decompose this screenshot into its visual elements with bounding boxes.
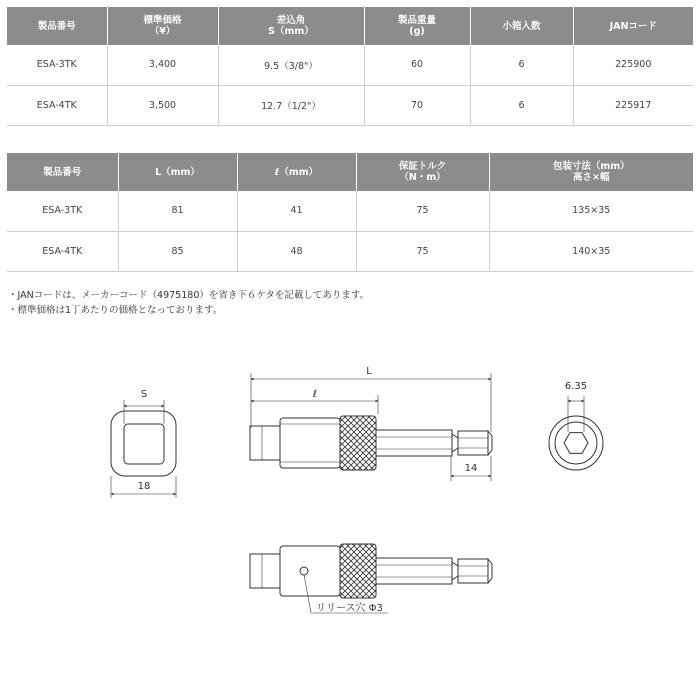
cell-length-l: 41 xyxy=(237,191,356,231)
end-outer-circle xyxy=(549,416,603,470)
table-row xyxy=(7,85,693,125)
cell-weight: 70 xyxy=(364,85,470,125)
square-drive-side-2 xyxy=(250,554,280,588)
cell-torque: 75 xyxy=(356,231,489,271)
side-view-drawing xyxy=(250,373,492,481)
header-text: 製品番号 xyxy=(37,20,76,32)
spec-table-dimensions xyxy=(7,153,693,272)
cell-price: 3,400 xyxy=(107,45,218,85)
label-L: L xyxy=(366,366,372,377)
notes xyxy=(8,288,369,318)
cell-weight: 60 xyxy=(364,45,470,85)
label-18: 18 xyxy=(137,481,151,492)
header-subtext: 高さ×幅 xyxy=(573,172,610,183)
header-text: 製品重量 xyxy=(397,15,436,26)
cell-length-l: 48 xyxy=(237,231,356,271)
square-drive-side xyxy=(250,426,280,460)
header-text: L（mm） xyxy=(155,166,200,178)
label-s: S xyxy=(140,389,148,400)
hex-bit-end xyxy=(458,431,488,455)
table-header-row xyxy=(7,153,693,191)
technical-drawings xyxy=(0,350,700,630)
header-jan-code xyxy=(573,7,693,45)
header-weight xyxy=(364,7,470,45)
cell-torque: 75 xyxy=(356,191,489,231)
header-text: JANコード xyxy=(609,20,657,32)
header-text: 小箱入数 xyxy=(502,20,541,32)
table-header-row xyxy=(7,7,693,45)
header-drive-size xyxy=(218,7,364,45)
header-subtext: （N・m） xyxy=(399,172,446,183)
label-release-hole: リリース穴 Φ3 xyxy=(316,603,383,614)
header-text: 包装寸法（mm） xyxy=(552,161,630,172)
header-subtext: S（mm） xyxy=(268,26,314,37)
header-guaranteed-torque xyxy=(356,153,489,191)
header-standard-price xyxy=(107,7,218,45)
header-text: ℓ（mm） xyxy=(274,166,319,178)
note-jan-code: ・JANコードは、メーカーコード（4975180）を省き下６ケタを記載してあります。 xyxy=(8,290,370,301)
cell-package-size: 135×35 xyxy=(489,191,693,231)
cell-package-size: 140×35 xyxy=(489,231,693,271)
hex-bit-end-2 xyxy=(458,559,488,583)
cell-length-L: 85 xyxy=(118,231,237,271)
socket-outer-outline xyxy=(111,411,176,476)
cell-jan-code: 225900 xyxy=(573,45,693,85)
cell-product-number: ESA-4TK xyxy=(7,231,118,271)
table-row xyxy=(7,231,693,271)
square-drive-outline xyxy=(124,424,164,464)
spec-table-price xyxy=(7,7,693,126)
header-subtext: (g) xyxy=(409,26,425,37)
knurled-sleeve-2 xyxy=(340,544,376,598)
cell-product-number: ESA-4TK xyxy=(7,85,107,125)
header-text: 保証トルク xyxy=(398,161,447,172)
cell-box-quantity: 6 xyxy=(470,85,573,125)
cell-length-L: 81 xyxy=(118,191,237,231)
label-l: ℓ xyxy=(312,389,318,400)
header-length-L xyxy=(118,153,237,191)
adapter-body xyxy=(280,418,340,468)
table-row xyxy=(7,45,693,85)
header-text: 差込角 xyxy=(276,15,306,26)
hex-shank-2 xyxy=(376,558,452,584)
cell-box-quantity: 6 xyxy=(470,45,573,85)
cell-product-number: ESA-3TK xyxy=(7,45,107,85)
cell-drive-size: 12.7（1/2"） xyxy=(218,85,364,125)
table-row xyxy=(7,191,693,231)
label-6-35: 6.35 xyxy=(564,381,588,392)
hex-socket-outline xyxy=(564,433,588,454)
header-product-number xyxy=(7,153,118,191)
end-view-drawing xyxy=(549,396,603,470)
header-package-size xyxy=(489,153,693,191)
header-length-l xyxy=(237,153,356,191)
cell-product-number: ESA-3TK xyxy=(7,191,118,231)
header-text: 製品番号 xyxy=(43,166,82,178)
header-product-number xyxy=(7,7,107,45)
adapter-body-2 xyxy=(280,546,340,596)
header-text: 標準価格 xyxy=(143,15,182,26)
header-box-quantity xyxy=(470,7,573,45)
knurled-sleeve xyxy=(340,416,376,470)
cell-jan-code: 225917 xyxy=(573,85,693,125)
note-price: ・標準価格は1丁あたりの価格となっております。 xyxy=(8,305,223,316)
hex-shank xyxy=(376,430,452,456)
release-hole xyxy=(300,567,308,575)
label-14: 14 xyxy=(464,463,478,474)
header-subtext: （¥） xyxy=(149,26,176,37)
cell-price: 3,500 xyxy=(107,85,218,125)
cell-drive-size: 9.5（3/8"） xyxy=(218,45,364,85)
end-inner-circle xyxy=(555,422,597,464)
